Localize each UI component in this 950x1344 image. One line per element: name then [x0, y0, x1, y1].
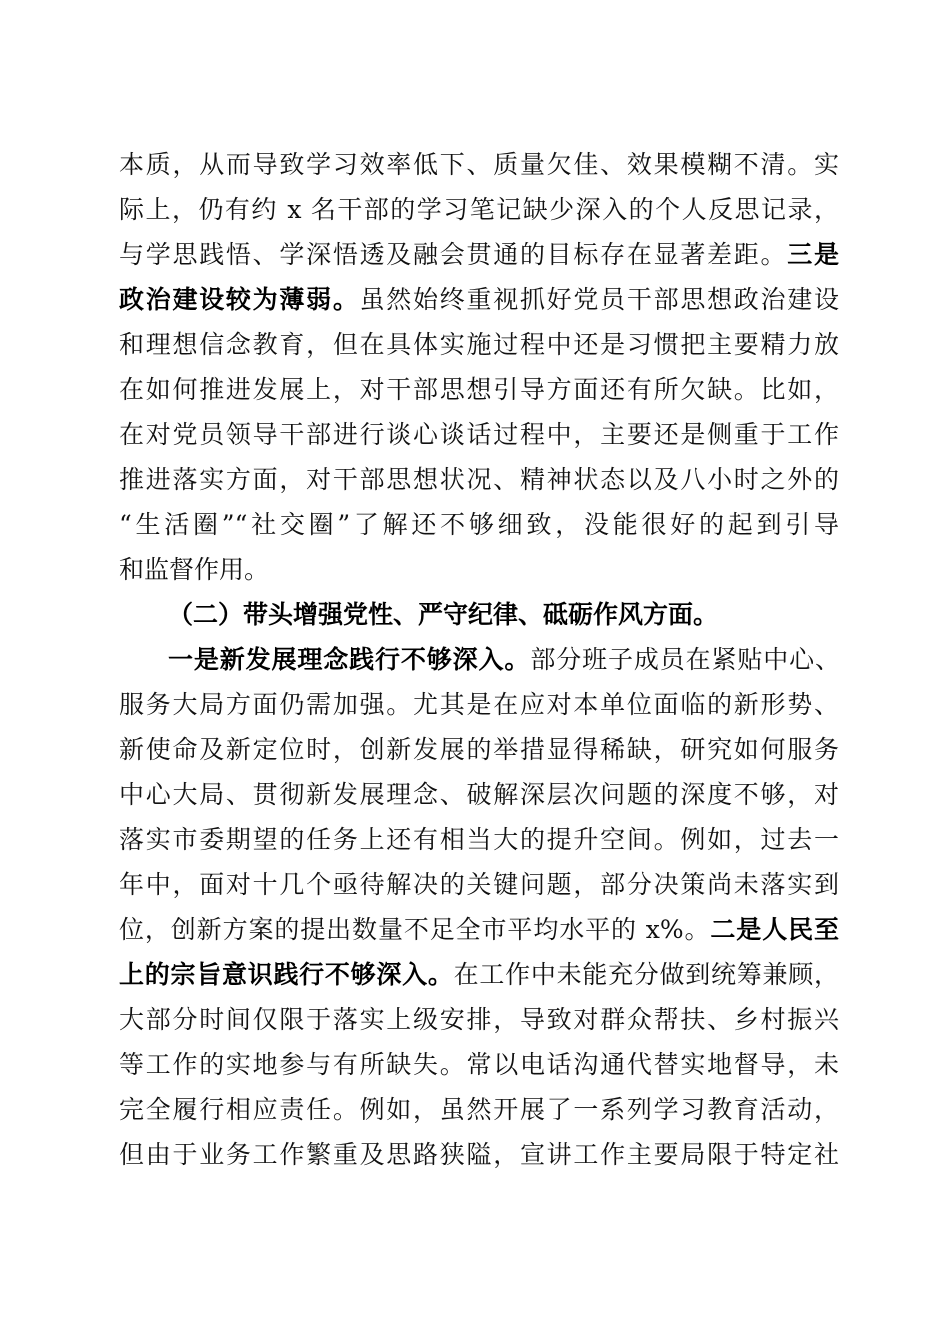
- text-line: [119, 952, 839, 997]
- text-line: 但由于业务工作繁重及思路狭隘，宣讲工作主要局限于特定社: [119, 1140, 839, 1169]
- bold-lead-text: 二是人民至: [710, 915, 839, 944]
- bold-lead-text: 上的宗旨意识践行不够深入。: [119, 960, 454, 989]
- body-text: 与学思践悟、学深悟透及融会贯通的目标存在显著差距。: [119, 240, 788, 269]
- text-line: [119, 907, 839, 952]
- text-line: “生活圈”“社交圈”了解还不够细致，没能很好的起到引导: [119, 510, 839, 539]
- text-line: 推进落实方面，对干部思想状况、精神状态以及八小时之外的: [119, 465, 839, 494]
- text-line: 等工作的实地参与有所缺失。常以电话沟通代替实地督导，未: [119, 1050, 839, 1079]
- text-line: 大部分时间仅限于落实上级安排，导致对群众帮扶、乡村振兴: [119, 1005, 839, 1034]
- body-text: 在工作中未能充分做到统筹兼顾，: [453, 960, 839, 989]
- text-line: 完全履行相应责任。例如，虽然开展了一系列学习教育活动，: [119, 1095, 839, 1124]
- text-line: 本质，从而导致学习效率低下、质量欠佳、效果模糊不清。实: [119, 150, 839, 179]
- text-line: 和理想信念教育，但在具体实施过程中还是习惯把主要精力放: [119, 330, 839, 359]
- text-line: 中心大局、贯彻新发展理念、破解深层次问题的深度不够，对: [119, 780, 839, 809]
- text-line: [168, 637, 840, 682]
- text-line: 年中，面对十几个亟待解决的关键问题，部分决策尚未落实到: [119, 870, 839, 899]
- text-line: 和监督作用。: [119, 555, 270, 584]
- text-line: 落实市委期望的任务上还有相当大的提升空间。例如，过去一: [119, 825, 839, 854]
- text-line: [119, 277, 839, 322]
- text-line: 在如何推进发展上，对干部思想引导方面还有所欠缺。比如，: [119, 375, 839, 404]
- bold-lead-text: 政治建设较为薄弱。: [119, 285, 360, 314]
- text-line: [119, 232, 839, 277]
- bold-lead-text: 一是新发展理念践行不够深入。: [168, 645, 531, 674]
- text-line: 服务大局方面仍需加强。尤其是在应对本单位面临的新形势、: [119, 690, 839, 719]
- text-line: 在对党员领导干部进行谈心谈话过程中，主要还是侧重于工作: [119, 420, 839, 449]
- text-line: 新使命及新定位时，创新发展的举措显得稀缺，研究如何服务: [119, 735, 839, 764]
- text-line: 际上，仍有约 x 名干部的学习笔记缺少深入的个人反思记录，: [119, 195, 839, 224]
- body-text: 部分班子成员在紧贴中心、: [530, 645, 840, 674]
- body-text: 位，创新方案的提出数量不足全市平均水平的 x%。: [119, 915, 711, 944]
- body-text: 虽然始终重视抓好党员干部思想政治建设: [359, 285, 839, 314]
- bold-lead-text: 三是: [787, 240, 839, 269]
- section-heading: （二）带头增强党性、严守纪律、砥砺作风方面。: [168, 600, 719, 629]
